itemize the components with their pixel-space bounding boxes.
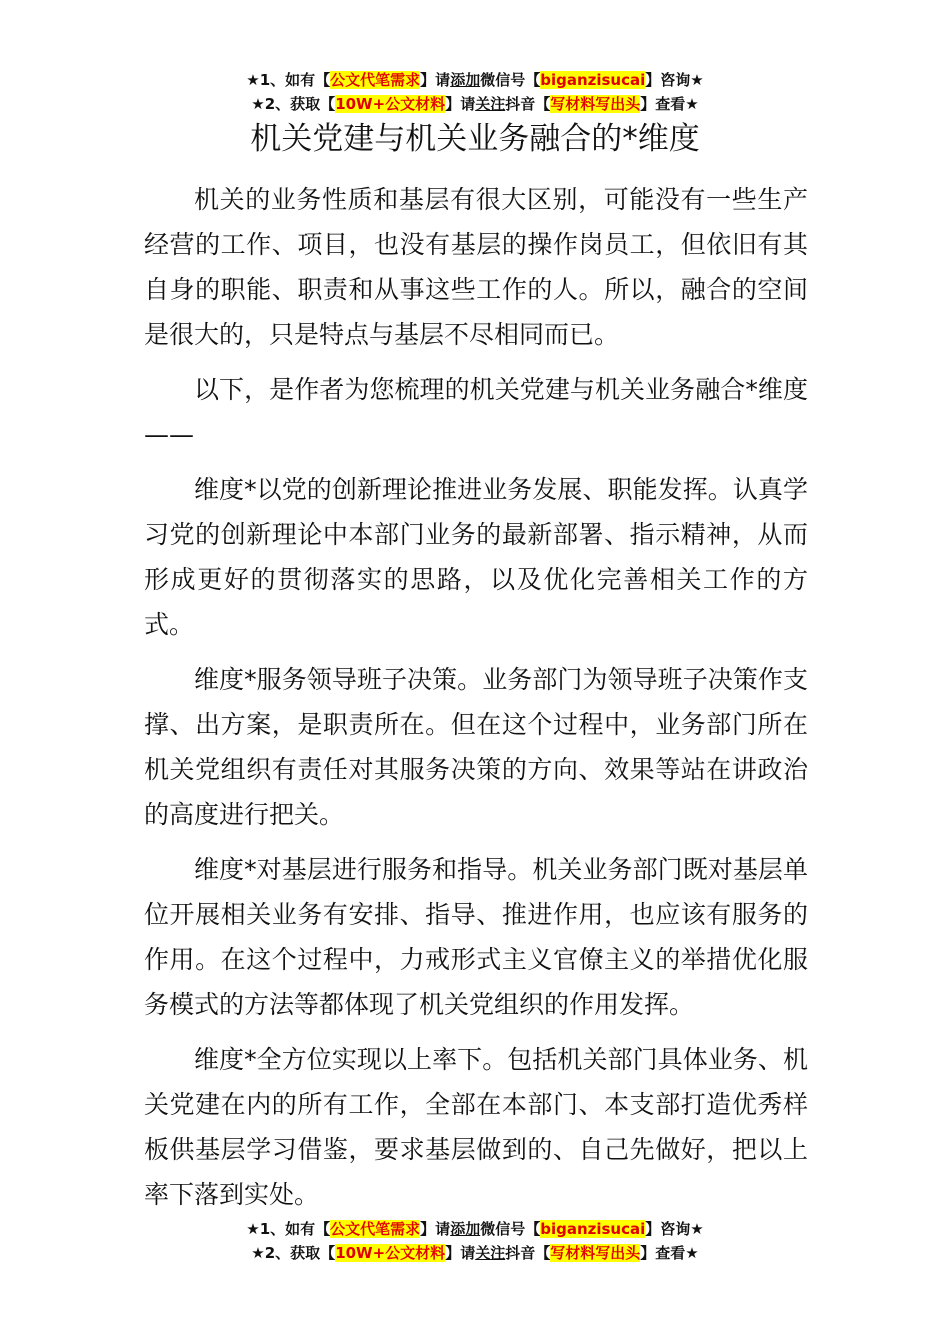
paragraph: 维度*服务领导班子决策。业务部门为领导班子决策作支撑、出方案，是职责所在。但在这个过程中，业务部门所在机关党组织有责任对其服务决策的方向、效果等站在讲政治的高度进行把关。	[144, 665, 808, 829]
paragraph: 维度*对基层进行服务和指导。机关业务部门既对基层单位开展相关业务有安排、指导、推进作用，也应该有服务的作用。在这个过程中，力戒形式主义官僚主义的举措优化服务模式的方法等都体现了机关党组织的作用发挥。	[144, 855, 808, 1019]
highlight-text: 公文代笔需求	[330, 1220, 421, 1238]
banner-text: 】请	[445, 1244, 476, 1262]
document-title: 机关党建与机关业务融合的*维度	[250, 121, 700, 157]
highlight-text: biganzisucai	[540, 71, 646, 89]
banner-text: 】请	[420, 71, 451, 89]
highlight-text: 写材料写出头	[550, 95, 641, 113]
banner-line-2	[0, 92, 950, 116]
banner-text: 微信号【	[480, 71, 541, 89]
banner-text: 抖音【	[505, 1244, 551, 1262]
underlined-text: 添加	[450, 1220, 481, 1238]
banner-text: ★2、获取【	[251, 95, 336, 113]
banner-line-1	[0, 68, 950, 92]
highlight-text: 公文代笔需求	[330, 71, 421, 89]
banner-line-2	[0, 1241, 950, 1265]
highlight-text: biganzisucai	[540, 1220, 646, 1238]
banner-text: 】查看★	[640, 1244, 699, 1262]
underlined-text: 关注	[475, 95, 506, 113]
banner-text: ★1、如有【	[246, 1220, 331, 1238]
banner-text: 】咨询★	[645, 71, 704, 89]
banner-text: ★2、获取【	[251, 1244, 336, 1262]
footer-banner	[0, 1217, 950, 1265]
paragraph: 机关的业务性质和基层有很大区别，可能没有一些生产经营的工作、项目，也没有基层的操作岗员工，但依旧有其自身的职能、职责和从事这些工作的人。所以，融合的空间是很大的，只是特点与基层不尽相同而已。	[144, 185, 808, 349]
banner-text: 】咨询★	[645, 1220, 704, 1238]
underlined-text: 关注	[475, 1244, 506, 1262]
header-banner	[0, 68, 950, 116]
highlight-text: 10W+公文材料	[335, 1244, 446, 1262]
banner-text: 】请	[420, 1220, 451, 1238]
banner-text: 抖音【	[505, 95, 551, 113]
underlined-text: 添加	[450, 71, 481, 89]
paragraph: 维度*以党的创新理论推进业务发展、职能发挥。认真学习党的创新理论中本部门业务的最新部署、指示精神，从而形成更好的贯彻落实的思路，以及优化完善相关工作的方式。	[144, 475, 808, 639]
banner-text: 】请	[445, 95, 476, 113]
banner-text: 】查看★	[640, 95, 699, 113]
banner-line-1	[0, 1217, 950, 1241]
banner-text: ★1、如有【	[246, 71, 331, 89]
highlight-text: 10W+公文材料	[335, 95, 446, 113]
paragraph: 以下，是作者为您梳理的机关党建与机关业务融合*维度——	[144, 375, 808, 449]
banner-text: 微信号【	[480, 1220, 541, 1238]
highlight-text: 写材料写出头	[550, 1244, 641, 1262]
document-body	[144, 177, 808, 1227]
paragraph: 维度*全方位实现以上率下。包括机关部门具体业务、机关党建在内的所有工作，全部在本部门、本支部打造优秀样板供基层学习借鉴，要求基层做到的、自己先做好，把以上率下落到实处。	[144, 1045, 808, 1209]
